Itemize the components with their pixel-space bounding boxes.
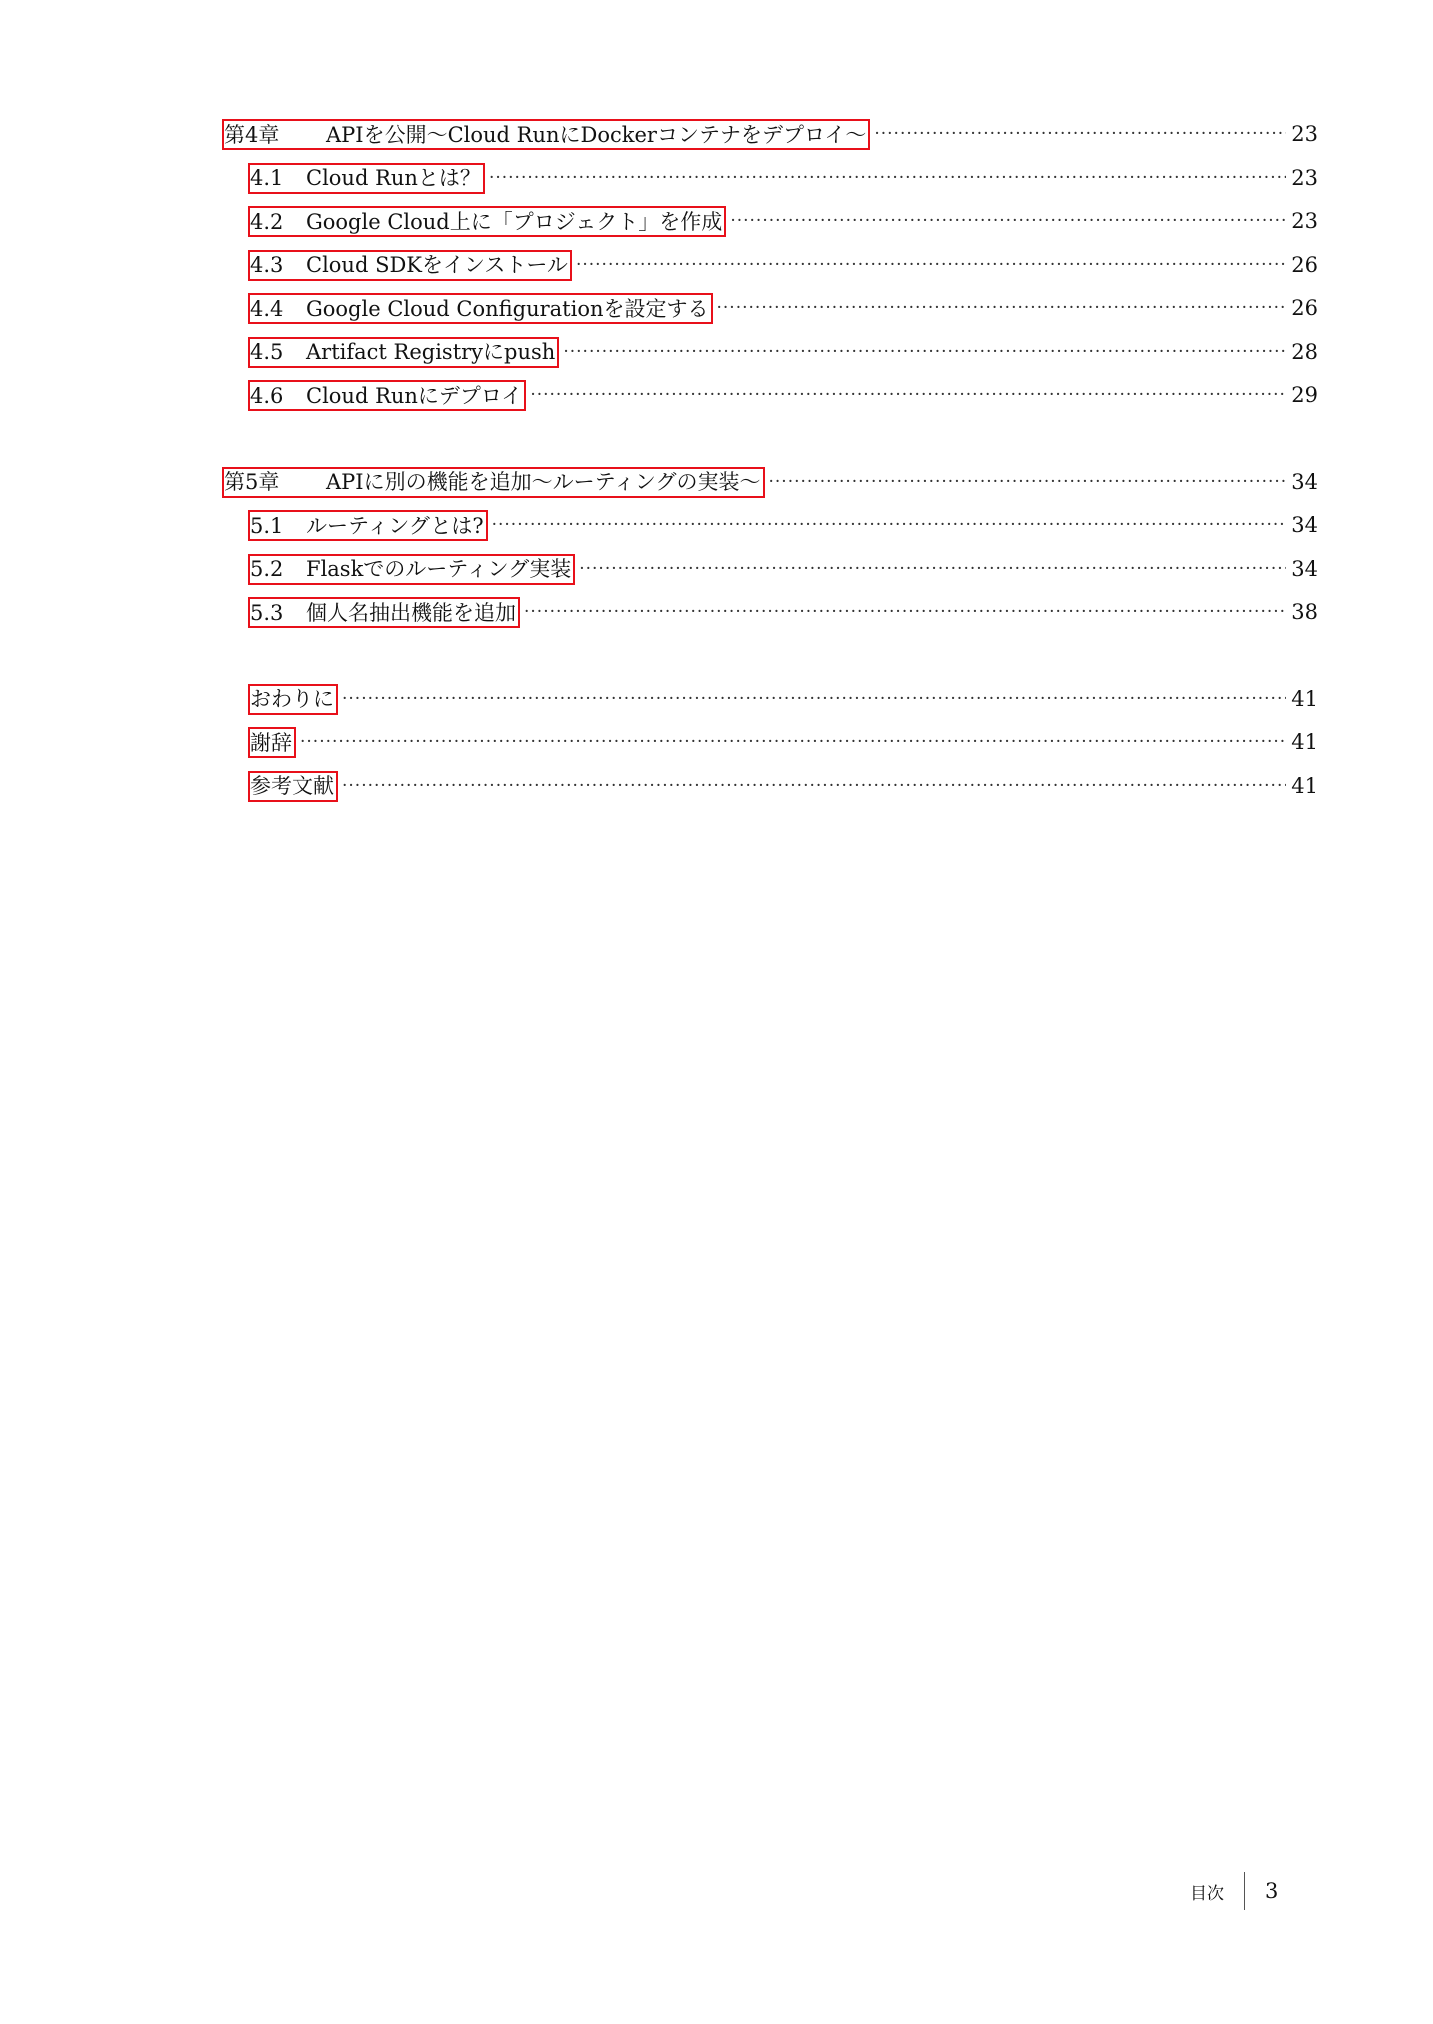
toc-link-section-4-2[interactable] (248, 206, 726, 237)
section-number: 5.3 (250, 600, 284, 625)
toc-link-section-4-4[interactable] (248, 293, 713, 324)
page-number: 23 (1291, 165, 1318, 190)
section-title: Artifact Registryにpush (306, 340, 556, 365)
dot-leader (492, 517, 1286, 534)
toc-backmatter (222, 678, 1318, 809)
page-number: 26 (1291, 296, 1318, 321)
page-number: 38 (1291, 600, 1318, 625)
section-title: 個人名抽出機能を追加 (306, 600, 516, 625)
page-number: 29 (1291, 383, 1318, 408)
footer-section-label: 目次 (1190, 1883, 1224, 1904)
toc-link-chapter-4[interactable] (222, 119, 870, 150)
toc-section-row (222, 591, 1318, 635)
chapter-number: 第5章 (224, 470, 280, 495)
section-title: Google Cloud上に「プロジェクト」を作成 (306, 209, 723, 234)
page-number: 41 (1291, 730, 1318, 755)
page-number: 28 (1291, 339, 1318, 364)
toc-section-row (222, 244, 1318, 288)
backmatter-title: おわりに (250, 687, 334, 712)
toc-link-section-5-2[interactable] (248, 554, 575, 585)
page-number: 34 (1291, 469, 1318, 494)
section-title: Cloud Runにデプロイ (306, 383, 523, 408)
dot-leader (563, 344, 1286, 361)
backmatter-title: 謝辞 (250, 730, 292, 755)
page-number: 34 (1291, 556, 1318, 581)
chapter-title: APIに別の機能を追加〜ルーティングの実装〜 (326, 470, 761, 495)
toc-link-references[interactable] (248, 771, 338, 802)
table-of-contents (222, 113, 1318, 851)
page-number: 23 (1291, 209, 1318, 234)
backmatter-title: 参考文献 (250, 774, 334, 799)
toc-link-section-4-1[interactable] (248, 163, 485, 194)
section-number: 4.5 (250, 340, 284, 365)
dot-leader (769, 474, 1287, 491)
chapter-title: APIを公開〜Cloud RunにDockerコンテナをデプロイ〜 (326, 122, 867, 147)
dot-leader (300, 734, 1286, 751)
toc-section-row (222, 200, 1318, 244)
toc-section-row (222, 504, 1318, 548)
dot-leader (717, 300, 1287, 317)
toc-section-row (222, 157, 1318, 201)
dot-leader (342, 691, 1286, 708)
dot-leader (489, 170, 1286, 187)
footer-page-number: 3 (1265, 1879, 1279, 1903)
dot-leader (730, 213, 1286, 230)
section-number: 4.3 (250, 253, 284, 278)
toc-backmatter-row (222, 765, 1318, 809)
toc-section-row (222, 287, 1318, 331)
dot-leader (576, 257, 1286, 274)
section-title: Cloud SDKをインストール (306, 253, 568, 278)
chapter-number: 第4章 (224, 122, 280, 147)
toc-chapter-4 (222, 113, 1318, 418)
toc-link-section-5-3[interactable] (248, 597, 520, 628)
dot-leader (342, 778, 1286, 795)
toc-chapter-row (222, 113, 1318, 157)
dot-leader (579, 561, 1286, 578)
section-title: Flaskでのルーティング実装 (306, 557, 572, 582)
section-title: Google Cloud Configurationを設定する (306, 296, 709, 321)
toc-backmatter-row (222, 721, 1318, 765)
toc-link-section-4-6[interactable] (248, 380, 526, 411)
dot-leader (530, 387, 1286, 404)
section-number: 5.1 (250, 513, 284, 538)
section-title: Cloud Runとは？ (306, 166, 481, 191)
toc-section-row (222, 331, 1318, 375)
page-number: 34 (1291, 513, 1318, 538)
footer-divider (1244, 1872, 1245, 1910)
toc-link-acknowledgements[interactable] (248, 727, 296, 758)
toc-link-section-4-3[interactable] (248, 250, 572, 281)
section-number: 4.6 (250, 383, 284, 408)
toc-link-section-5-1[interactable] (248, 510, 488, 541)
section-number: 4.4 (250, 296, 284, 321)
page-number: 26 (1291, 252, 1318, 277)
dot-leader (874, 126, 1286, 143)
toc-chapter-5 (222, 461, 1318, 635)
section-title: ルーティングとは? (306, 513, 484, 538)
toc-section-row (222, 374, 1318, 418)
toc-link-section-4-5[interactable] (248, 337, 559, 368)
section-number: 5.2 (250, 557, 284, 582)
page-number: 23 (1291, 122, 1318, 147)
section-number: 4.2 (250, 209, 284, 234)
page-number: 41 (1291, 773, 1318, 798)
toc-backmatter-row (222, 678, 1318, 722)
section-number: 4.1 (250, 166, 284, 191)
toc-link-chapter-5[interactable] (222, 467, 765, 498)
dot-leader (524, 604, 1286, 621)
toc-link-afterword[interactable] (248, 684, 338, 715)
page-number: 41 (1291, 686, 1318, 711)
page-footer (1190, 1872, 1278, 1910)
toc-section-row (222, 548, 1318, 592)
toc-chapter-row (222, 461, 1318, 505)
